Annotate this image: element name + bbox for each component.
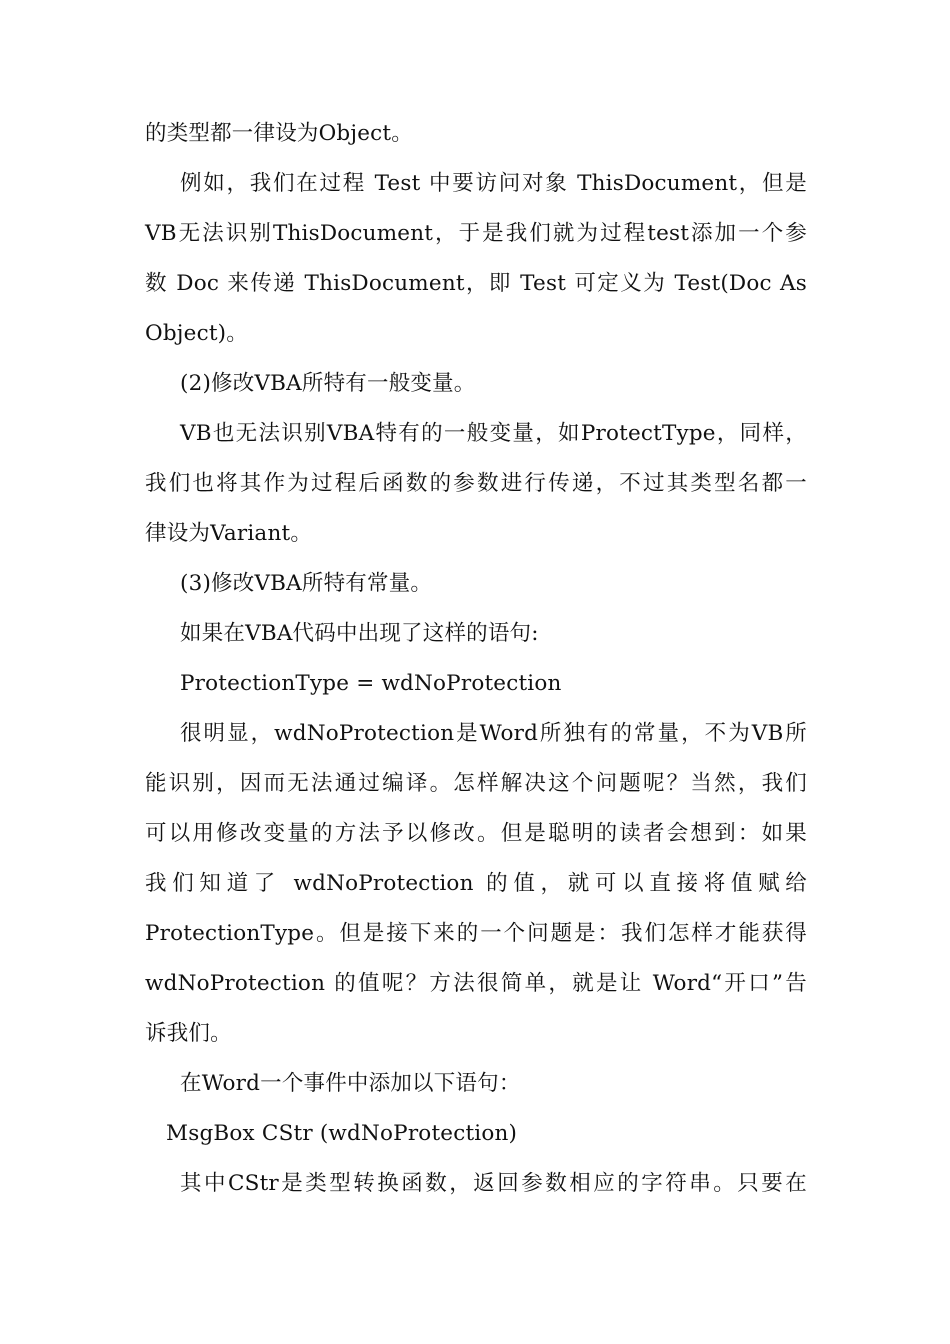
text-line-5: Object)。 xyxy=(145,321,248,346)
text-line-16: 我们知道了 wdNoProtection 的值，就可以直接将值赋给 xyxy=(145,871,807,896)
text-line-17: ProtectionType。但是接下来的一个问题是：我们怎样才能获得 xyxy=(145,921,807,946)
text-line-7: VB也无法识别VBA特有的一般变量，如ProtectType，同样， xyxy=(180,421,807,446)
text-line-13: 很明显，wdNoProtection是Word所独有的常量，不为VB所 xyxy=(180,721,807,746)
text-line-15: 可以用修改变量的方法予以修改。但是聪明的读者会想到：如果 xyxy=(145,821,807,846)
code-line-msgbox: MsgBox CStr (wdNoProtection) xyxy=(166,1121,518,1146)
text-line-22: 其中CStr是类型转换函数，返回参数相应的字符串。只要在 xyxy=(180,1171,807,1196)
text-line-3: VB无法识别ThisDocument，于是我们就为过程test添加一个参 xyxy=(145,221,807,246)
text-line-4: 数 Doc 来传递 ThisDocument，即 Test 可定义为 Test(Doc As xyxy=(145,271,807,296)
code-line-assignment: ProtectionType = wdNoProtection xyxy=(180,671,562,696)
text-line-9: 律设为Variant。 xyxy=(145,521,313,546)
text-line-20: 在Word一个事件中添加以下语句： xyxy=(180,1071,521,1096)
text-line-19: 诉我们。 xyxy=(145,1021,232,1046)
text-line-18: wdNoProtection 的值呢？方法很简单，就是让 Word“开口”告 xyxy=(145,971,807,996)
text-line-2: 例如，我们在过程 Test 中要访问对象 ThisDocument，但是 xyxy=(180,171,807,196)
text-line-8: 我们也将其作为过程后函数的参数进行传递，不过其类型名都一 xyxy=(145,471,807,496)
text-line-1: 的类型都一律设为Object。 xyxy=(145,121,413,146)
text-line-11: 如果在VBA代码中出现了这样的语句: xyxy=(180,621,539,646)
section-heading-2: (2)修改VBA所特有一般变量。 xyxy=(180,371,476,396)
section-heading-3: (3)修改VBA所特有常量。 xyxy=(180,571,433,596)
text-line-14: 能识别，因而无法通过编译。怎样解决这个问题呢？当然，我们 xyxy=(145,771,807,796)
